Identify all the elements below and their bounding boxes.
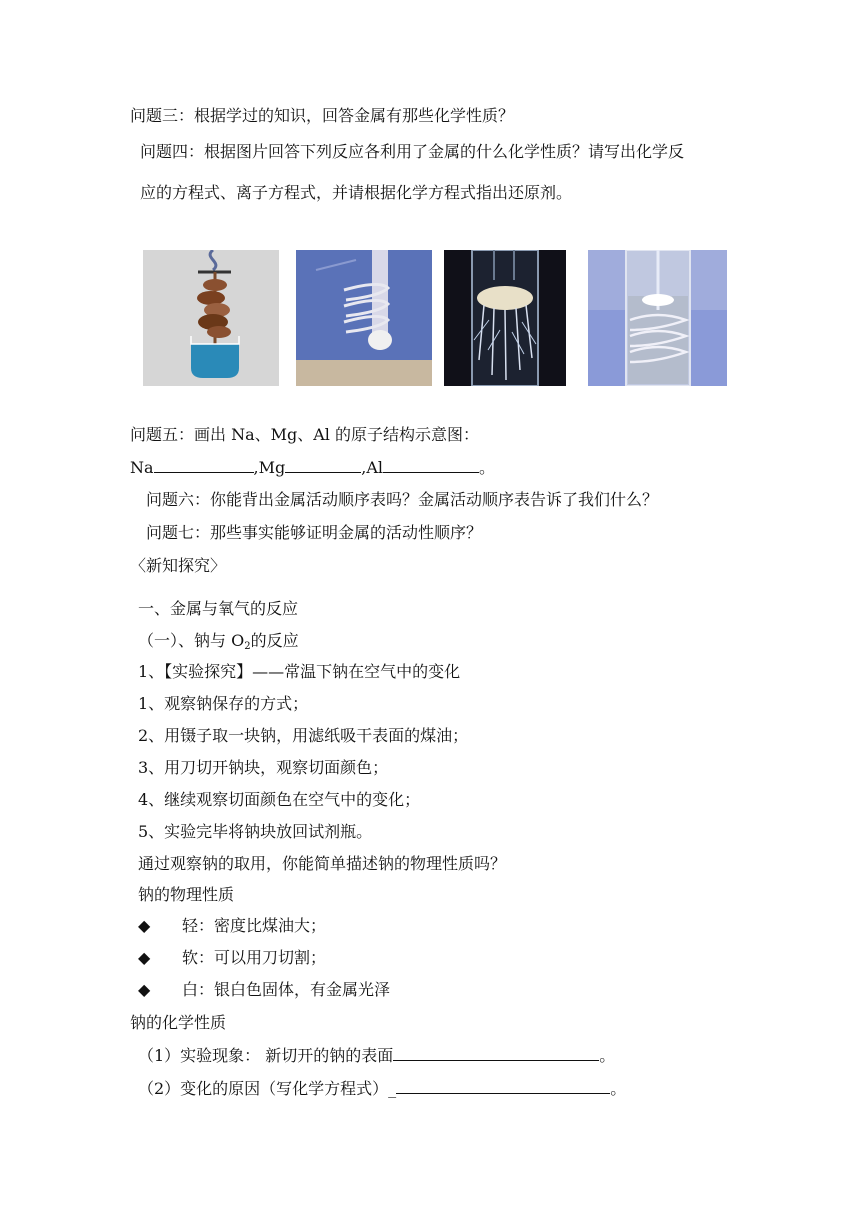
step-5: 5、实验完毕将钠块放回试剂瓶。 xyxy=(138,822,373,841)
observation-answer-blank[interactable] xyxy=(393,1044,599,1061)
chemical-properties-title: 钠的化学性质 xyxy=(130,1013,227,1032)
na-answer-blank[interactable] xyxy=(154,456,254,473)
photo-metal-coil xyxy=(296,250,432,386)
chem-observation-label: （1）实验现象： 新切开的钠的表面 xyxy=(138,1046,394,1065)
al-answer-blank[interactable] xyxy=(383,456,479,473)
question-4-line-2: 应的方程式、离子方程式，并请根据化学方程式指出还原剂。 xyxy=(140,183,573,202)
bullet-white xyxy=(138,979,390,1001)
sodium-oxygen-pre: （一）、钠与 O xyxy=(138,631,245,650)
bullet-light xyxy=(138,915,326,937)
experiment-photo-strip xyxy=(0,250,860,387)
section-sodium-oxygen xyxy=(138,630,299,658)
bullet-soft-text: 软：可以用刀切割； xyxy=(182,948,327,967)
question-5-blanks xyxy=(130,456,495,479)
coil-liquid-image xyxy=(588,250,727,386)
photo-copper-wire xyxy=(143,250,279,386)
diamond-bullet-icon: ◆ xyxy=(138,948,151,967)
question-3: 问题三：根据学过的知识，回答金属有那些化学性质？ xyxy=(130,106,515,125)
metal-coil-image xyxy=(296,250,432,386)
experiment-title: 1、【实验探究】——常温下钠在空气中的变化 xyxy=(138,662,461,681)
copper-wire-image xyxy=(143,250,279,386)
question-6: 问题六：你能背出金属活动顺序表吗？金属活动顺序表告诉了我们什么？ xyxy=(146,490,659,509)
sodium-oxygen-post: 的反应 xyxy=(250,631,299,650)
chem-reason-label: （2）变化的原因（写化学方程式）_ xyxy=(138,1079,397,1098)
diamond-bullet-icon: ◆ xyxy=(138,916,151,935)
equation-answer-blank[interactable] xyxy=(396,1077,610,1094)
physical-property-question: 通过观察钠的取用，你能简单描述钠的物理性质吗？ xyxy=(138,854,507,873)
new-knowledge-heading: 〈新知探究〉 xyxy=(130,556,227,575)
q5-end: 。 xyxy=(479,458,496,477)
chem-observation-end: 。 xyxy=(599,1046,616,1065)
bullet-soft xyxy=(138,947,326,969)
step-3: 3、用刀切开钠块，观察切面颜色； xyxy=(138,758,389,777)
chem-reason xyxy=(138,1077,626,1100)
photo-coil-in-liquid xyxy=(588,250,727,386)
question-7: 问题七：那些事实能够证明金属的活动性顺序？ xyxy=(146,523,483,542)
oxygen-subscript: 2 xyxy=(244,641,251,652)
mg-label: ,Mg xyxy=(253,458,286,477)
question-4-line-1: 问题四：根据图片回答下列反应各利用了金属的什么化学性质？请写出化学反 xyxy=(140,142,685,161)
na-label: Na xyxy=(130,458,154,477)
bullet-light-text: 轻：密度比煤油大； xyxy=(182,916,327,935)
al-label: ,Al xyxy=(361,458,384,477)
step-1: 1、观察钠保存的方式； xyxy=(138,694,309,713)
step-4: 4、继续观察切面颜色在空气中的变化； xyxy=(138,790,421,809)
reaction-tube-image xyxy=(444,250,566,386)
question-5: 问题五：画出 Na、Mg、Al 的原子结构示意图： xyxy=(130,425,480,444)
photo-sodium-reaction xyxy=(444,250,566,386)
physical-properties-title: 钠的物理性质 xyxy=(138,885,235,904)
step-2: 2、用镊子取一块钠，用滤纸吸干表面的煤油； xyxy=(138,726,469,745)
chem-reason-end: 。 xyxy=(610,1079,627,1098)
diamond-bullet-icon: ◆ xyxy=(138,980,151,999)
mg-answer-blank[interactable] xyxy=(285,456,361,473)
bullet-white-text: 白：银白色固体，有金属光泽 xyxy=(182,980,391,999)
section-metal-oxygen: 一、金属与氧气的反应 xyxy=(138,599,299,618)
chem-observation xyxy=(138,1044,615,1067)
